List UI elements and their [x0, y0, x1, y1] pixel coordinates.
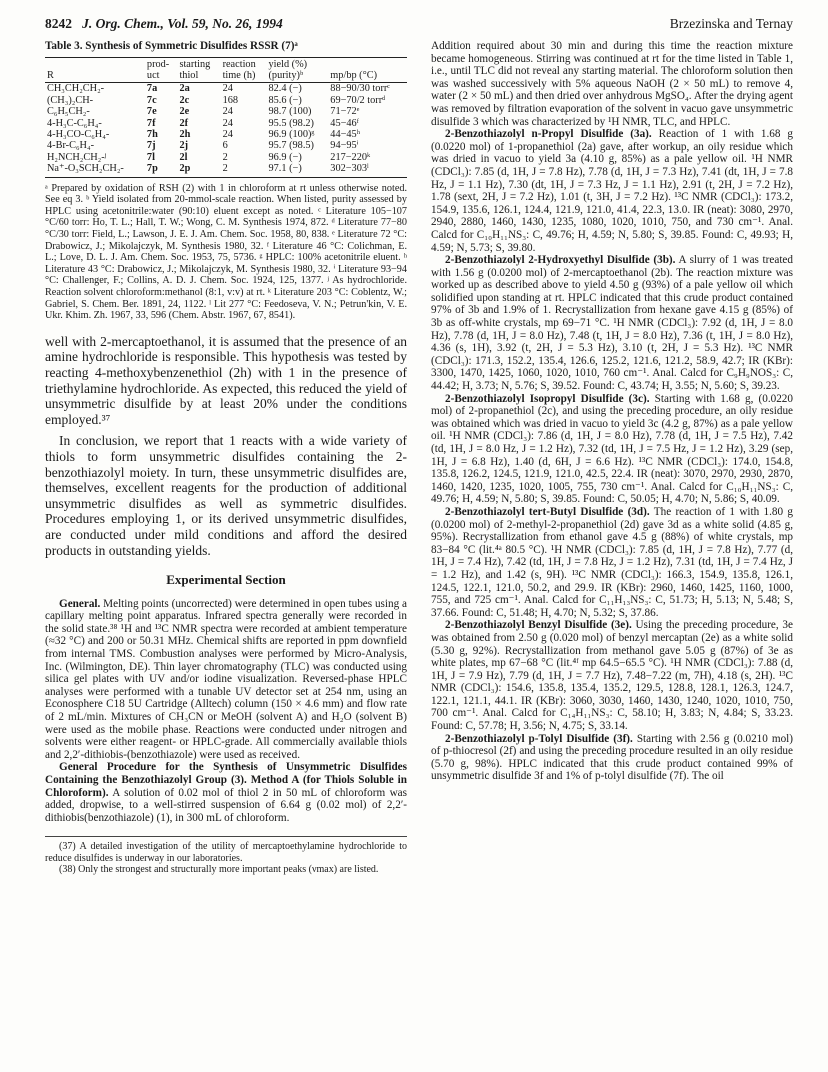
- table-footnote: ᵃ Prepared by oxidation of RSH (2) with 1 in chloroform at rt unless otherwise noted. See eq 3. ᵇ Yield isolated from 20-mmol-scale reaction. When listed, purity assessed by HPLC using acetonitrile:water (90:10) eluent except as noted. ᶜ Literature 105−107 °C/60 torr: Ho, T. L.; Hall, T. W.; Wong, C. M. Synthesis 1974, 872. ᵈ Literature 77−80 °C/30 torr: Field, L.; Lawson, J. E. J. Am. Chem. Soc. 1958, 80, 838. ᵉ Literature 72 °C: Drabowicz, J.; Mikolajczyk, M. Synthesis 1980, 32. ᶠ Literature 46 °C: Colichman, E. L.; Love, D. L. J. Am. Chem. Soc. 1953, 75, 5736. ᵍ HPLC: 100% acetonitrile eluent. ʰ Literature 43 °C: Drabowicz, J.; Mikolajczyk, M. Synthesis 1980, 32. ⁱ Literature 93−94 °C: Challenger, F.; Collins, A. D. J. Chem. Soc. 1924, 125, 1377. ʲ As hydrochloride. Reaction solvent chloroform:methanol (8:1, v:v) at rt. ᵏ Literature 203 °C: Coblentz, W.; Gabriel, S. Chem. Ber. 1891, 24, 1122. ˡ Lit 277 °C: Feedoseva, V. N.; Petrun'kin, V. E. Ukr. Khim. Zh. 1967, 33, 596 (Chem. Abstr. 1967, 67, 8541).: [45, 182, 407, 322]
- paragraph-heading: 2-Benzothiazolyl p-Tolyl Disulfide (3f).: [445, 732, 633, 745]
- table-cell: 24: [222, 106, 233, 118]
- table-cell: 217−220ᵏ: [330, 151, 371, 163]
- table-row: [45, 129, 407, 140]
- table-cell: 2l: [179, 151, 188, 163]
- table-cell: 2: [222, 151, 228, 163]
- table-cell: 88−90/30 torrᶜ: [330, 83, 390, 95]
- paragraph-text: Using the preceding procedure, 3e was obtained from 2.50 g (0.020 mol) of benzyl mercaptan (2e) as a white solid (5.30 g, 92%). Recrystallization from methanol gave 5.05 g (87%) of 3e as white plates, mp 67−68 °C (lit.⁴ᶠ mp 64.5−65.5 °C). ¹H NMR (CDCl₃): 7.88 (d, 1H, J = 7.9 Hz), 7.79 (d, 1H, J = 7.7 Hz), 7.48−7.22 (m, 7H), 4.18 (s, 2H). ¹³C NMR (CDCl₃): 154.6, 135.8, 135.4, 135.2, 129.5, 128.8, 128.1, 126.3, 124.7, 122.1, 121.1, 44.1. IR (KBr): 3060, 3030, 1460, 1430, 1240, 1020, 1010, 750, 700 cm⁻¹. Anal. Calcd for C₁₄H₁₁NS₃: C, 58.10; H, 3.83; N, 4.84; S, 33.23. Found: C, 57.78; H, 3.56; N, 4.75; S, 33.14.: [431, 619, 793, 733]
- table-row: [45, 95, 407, 106]
- table-row: [45, 118, 407, 129]
- journal-citation: J. Org. Chem., Vol. 59, No. 26, 1994: [82, 16, 283, 31]
- table-cell: (CH₃)₂CH-: [47, 94, 94, 106]
- table-cell: 7e: [146, 106, 157, 118]
- table-row: [45, 106, 407, 117]
- paragraph-text: A solution of 0.02 mol of thiol 2 in 50 mL of chloroform was added, dropwise, to a well-stirred suspension of 6.64 g (0.02 mol) of 2,2′-dithiobis(benzothiazole) (1), in 300 mL of chloroform.: [45, 786, 407, 824]
- table-row: [45, 83, 407, 95]
- paragraph-3d: [431, 506, 793, 619]
- table-cell: 4-H₃C-C₆H₄-: [47, 117, 102, 129]
- paragraph: In conclusion, we report that 1 reacts with a wide variety of thiols to form unsymmetric disulfides containing the 2-benzothiazolyl moiety. In turn, these unsymmetric disulfides are, themselves, excellent reagents for the production of additional unsymmetric disulfides as well as symmetric disulfides. Procedures employing 1, or its derived unsymmetric disulfides, are conducted under mild conditions and afford the desired products in outstanding yields.: [45, 433, 407, 558]
- paragraph-heading: 2-Benzothiazolyl n-Propyl Disulfide (3a).: [445, 128, 652, 141]
- table-cell: 2a: [179, 83, 190, 95]
- table-cell: 69−70/2 torrᵈ: [330, 94, 386, 106]
- right-column: [431, 40, 793, 783]
- paragraph-text: Starting with 1.68 g, (0.0220 mol) of 2-propanethiol (2c), and using the preceding procedure, an oily residue was obtained which was dried in vacuo to yield 3c (4.2 g, 87%) as a pale yellow oil. ¹H NMR (CDCl₃): 7.86 (d, 1H, J = 8.0 Hz), 7.78 (d, 1H, J = 7.5 Hz), 7.42 (td, 1H, J = 8.0 Hz, J = 1.2 Hz), 7.32 (td, 1H, J = 7.5 Hz, J = 1.2 Hz), 3.29 (sep, 1H, J = 6.8 Hz), 1.40 (d, 6H, J = 6.6 Hz). ¹³C NMR (CDCl₃): 174.0, 154.8, 135.8, 126.2, 124.5, 121.9, 121.0, 42.5, 22.4. IR (neat): 3070, 2970, 2930, 2870, 1460, 1420, 1235, 1020, 1005, 755, 730 cm⁻¹. Anal. Calcd for C₁₀H₁₁NS₃: C, 49.76; H, 4.59; N, 5.80; S, 39.85. Found: C, 50.05; H, 4.70; N, 5.86; S, 40.09.: [431, 392, 793, 506]
- paragraph-text: A slurry of 1 was treated with 1.56 g (0.0200 mol) of 2-mercaptoethanol (2b). The reaction mixture was worked up as described above to yield 4.50 g (93%) of a pale yellow oil which solidified upon standing at rt. HPLC indicated that this crude product contained 97% of 3b and 1.9% of 1. Recrystallization from hexane gave 4.15 g (85%) of 3b as off-white crystals, mp 69−71 °C. ¹H NMR (CDCl₃): 7.92 (d, 1H, J = 8.0 Hz), 7.78 (d, 1H, J = 8.0 Hz), 7.48 (t, 1H, J = 8.0 Hz), 7.36 (t, 1H, J = 8.0 Hz), 4.36 (s, 1H), 3.92 (t, 2H, J = 5.3 Hz), 3.10 (t, 2H, J = 5.3 Hz). ¹³C NMR (CDCl₃): 171.3, 152.2, 135.4, 126.6, 125.2, 121.6, 121.2, 58.9, 42.7; IR (KBr): 3300, 1470, 1425, 1060, 1020, 1010, 760 cm⁻¹. Anal. Calcd for C₉H₉NOS₃: C, 44.42; H, 3.73; N, 5.76; S, 39.52. Found: C, 43.74; H, 3.55; N, 5.60; S, 39.23.: [431, 254, 793, 393]
- table-row: [45, 152, 407, 163]
- table-cell: 7a: [146, 83, 158, 95]
- paragraph-heading: General.: [59, 597, 101, 610]
- running-head-left: [45, 16, 283, 32]
- paragraph-text: Melting points (uncorrected) were determined in open tubes using a capillary melting point apparatus. Infrared spectra generally were recorded in the solid state.³⁸ ¹H and ¹³C NMR spectra were recorded at ambient temperature (≈32 °C) and 200 or 50.31 MHz. Chemical shifts are reported in ppm downfield from internal TMS. Combustion analyses were performed by Micro-Analysis, Inc. (Wilmington, DE). Thin layer chromatography (TLC) was conducted using silica gel plates with UV and/or iodine visualization. Reversed-phase HPLC analyses were performed with a tunable UV detector set at 254 nm, using an Econosphere C18 5U Cartridge (Alltech) column (150 × 4.6 mm) and flow rate of 2 mL/min. Mixtures of CH₃CN or MeOH (solvent A) and H₂O (solvent B) were used as the mobile phase. Reactions were conducted under nitrogen and solvents were either reagent- or HPLC-grade. All commercially available thiols and 2,2′-dithiobis-(benzothiazole) were used as received.: [45, 597, 407, 761]
- table-cell: 168: [222, 94, 239, 106]
- table-cell: CH₃CH₂CH₂-: [47, 83, 105, 95]
- author-names: Brzezinska and Ternay: [669, 16, 793, 31]
- table-cell: 302−303ˡ: [328, 163, 407, 177]
- table-cell: 7p: [145, 163, 178, 177]
- footnote-divider: [45, 836, 407, 837]
- table-cell: 24: [222, 83, 233, 95]
- table-cell: 24: [222, 129, 233, 141]
- table-title: Table 3. Synthesis of Symmetric Disulfides RSSR (7)ᵃ: [45, 40, 298, 52]
- table-cell: 2c: [179, 94, 190, 106]
- table-cell: Na⁺-O₃SCH₂CH₂-: [45, 163, 145, 177]
- paragraph-3c: [431, 393, 793, 506]
- paragraph-heading: 2-Benzothiazolyl Benzyl Disulfide (3e).: [445, 619, 632, 632]
- table-header-cell: reaction time (h): [221, 57, 267, 83]
- footnote: (38) Only the strongest and structurally more important peaks (νmax) are listed.: [59, 863, 379, 875]
- table-cell: 2: [221, 163, 267, 177]
- footnote: (37) A detailed investigation of the utility of mercaptoethylamine hydrochloride to reduce disulfides is underway in our laboratories.: [45, 841, 407, 864]
- left-column: [45, 40, 407, 875]
- table-cell: 7c: [146, 94, 157, 106]
- table-cell: 44−45ʰ: [330, 129, 361, 141]
- paragraph: well with 2-mercaptoethanol, it is assumed that the presence of an amine hydrochloride is responsible. This hypothesis was tested by reacting 4-methoxybenzenethiol (2h) with 1 in the presence of triethylamine hydrochloride. As expected, this reduced the yield of unsymmetric disulfide by at least 20% under the conditions employed.³⁷: [45, 333, 407, 427]
- table-cell: 2f: [179, 117, 189, 129]
- paragraph-general: [45, 598, 407, 762]
- paragraph-heading: 2-Benzothiazolyl 2-Hydroxyethyl Disulfide (3b).: [445, 254, 676, 267]
- paragraph-text: The reaction of 1 with 1.80 g (0.0200 mol) of 2-methyl-2-propanethiol (2d) gave 3d as a white solid (4.85 g, 95%). Recrystallization from ethanol gave 4.5 g (88%) of white crystals, mp 83−84 °C (lit.⁴ᵃ 80.5 °C). ¹H NMR (CDCl₃): 7.85 (d, 1H, J = 7.8 Hz), 7.77 (d, 1H, J = 7.4 Hz), 7.42 (td, 1H, J = 7.8 Hz, J = 1.2 Hz), 7.31 (td, 1H, J = 7.4 Hz, J = 1.2 Hz), and 1.42 (s, 9H). ¹³C NMR (CDCl₃): 166.3, 154.9, 135.8, 126.1, 124.5, 122.1, 121.0, 50.2, and 29.9. IR (KBr): 2960, 1460, 1425, 1160, 1000, 755, and 725 cm⁻¹. Anal. Calcd for C₁₁H₁₃NS₃: C, 51.73; H, 5.13; N, 5.48; S, 37.66. Found: C, 51.48; H, 4.70; N, 5.32; S, 37.86.: [431, 505, 793, 619]
- paragraph-heading: 2-Benzothiazolyl tert-Butyl Disulfide (3d).: [445, 505, 650, 518]
- table-cell: 96.9 (100)ᵍ: [268, 129, 315, 141]
- table-row: [45, 163, 407, 177]
- table-cell: 4-Br-C₆H₄-: [47, 140, 95, 152]
- disulfide-table: [45, 57, 407, 178]
- paragraph: Addition required about 30 min and during this time the reaction mixture became homogeneous. Stirring was continued at rt for the time listed in Table 1, i.e., until TLC did not reveal any starting material. The chloroform solution then was washed successively with 5% aqueous NaOH (2 × 50 mL) to remove 4, water (2 × 50 mL) and then dried over anhydrous MgSO₄. After the drying agent was removed by filtration evaporation of the solvent in vacuo gave unsymmetric disulfide 3 which was characterized by ¹H NMR, TLC, and HPLC.: [431, 40, 793, 128]
- table-body: [45, 83, 407, 177]
- table-cell: C₆H₅CH₂-: [47, 106, 90, 118]
- table-cell: 95.5 (98.2): [268, 117, 314, 129]
- paragraph-3e: [431, 619, 793, 732]
- table-cell: 98.7 (100): [268, 106, 312, 118]
- table-cell: 71−72ᵉ: [330, 106, 360, 118]
- table-cell: 94−95ⁱ: [330, 140, 359, 152]
- table-cell: 2h: [179, 129, 191, 141]
- paragraph-text: Starting with 2.56 g (0.0210 mol) of p-thiocresol (2f) and using the preceding procedure resulted in an oily residue (5.70 g, 98%). HPLC indicated that this crude product contained 99% of unsymmetric disulfide 3f and 1% of p-tolyl disulfide (7f). The oil: [431, 732, 793, 783]
- table-cell: 6: [222, 140, 228, 152]
- table-header-cell: yield (%) (purity)ᵇ: [267, 57, 329, 83]
- table-cell: 2e: [179, 106, 190, 118]
- table-cell: 97.1 (−): [267, 163, 329, 177]
- table-cell: 7j: [146, 140, 156, 152]
- table-cell: 45−46ᶠ: [330, 117, 359, 129]
- table-header-cell: R: [45, 57, 145, 83]
- paragraph-heading: 2-Benzothiazolyl Isopropyl Disulfide (3c).: [445, 392, 650, 405]
- paragraph-text: Reaction of 1 with 1.68 g (0.0220 mol) of 1-propanethiol (2a) gave, after workup, an oily residue which was dried in vacuo to yield 3a (4.10 g, 85%) as a pale yellow oil. ¹H NMR (CDCl₃): 7.85 (d, 1H, J = 7.8 Hz), 7.78 (d, 1H, J = 7.3 Hz), 7.41 (dt, 1H, J = 7.8 Hz, J = 1.1 Hz), 7.30 (dt, 1H, J = 7.3 Hz, J = 1.1 Hz), 2.91 (t, 2H, J = 7.2 Hz), 1.78 (sext, 2H, J = 7.2 Hz), 1.01 (t, 3H, J = 7.2 Hz). ¹³C NMR (CDCl₃): 173.2, 154.9, 135.6, 126.1, 124.4, 121.9, 121.0, 41.4, 22.3, 13.0. IR (neat): 3080, 2970, 2940, 2880, 1460, 1430, 1235, 1080, 1020, 1010, 750, and 730 cm⁻¹. Anal. Calcd for C₁₀H₁₁NS₃: C, 49.76; H, 4.59; N, 5.80; S, 39.85. Found: C, 49.93; H, 4.59; N, 5.73; S, 39.80.: [431, 128, 793, 254]
- page-header: [45, 16, 793, 34]
- table-cell: 7l: [146, 151, 155, 163]
- section-title: Experimental Section: [166, 572, 286, 588]
- page-number: 8242: [45, 16, 72, 31]
- paragraph-procedure: [45, 761, 407, 824]
- table-header-cell: starting thiol: [177, 57, 220, 83]
- paragraph-3f: [431, 733, 793, 783]
- table-cell: 7f: [146, 117, 156, 129]
- table-cell: 4-H₃CO-C₆H₄-: [47, 129, 110, 141]
- table-cell: 2j: [179, 140, 189, 152]
- paragraph-3a: [431, 128, 793, 254]
- table-cell: 2p: [177, 163, 220, 177]
- table-cell: 82.4 (−): [268, 83, 302, 95]
- table-cell: H₂NCH₂CH₂-ʲ: [47, 151, 107, 163]
- table-cell: 95.7 (98.5): [268, 140, 314, 152]
- table-cell: 24: [222, 117, 233, 129]
- table-cell: 96.9 (−): [268, 151, 302, 163]
- table-header-cell: mp/bp (°C): [328, 57, 407, 83]
- table-cell: 85.6 (−): [268, 94, 302, 106]
- table-row: [45, 140, 407, 151]
- table-cell: 7h: [146, 129, 158, 141]
- table-header-cell: prod- uct: [145, 57, 178, 83]
- paragraph-3b: [431, 254, 793, 393]
- paragraph-heading: General Procedure for the Synthesis of Unsymmetric Disulfides Containing the Benzothiazolyl Group (3). Method A (for Thiols Soluble in Chloroform).: [45, 761, 407, 799]
